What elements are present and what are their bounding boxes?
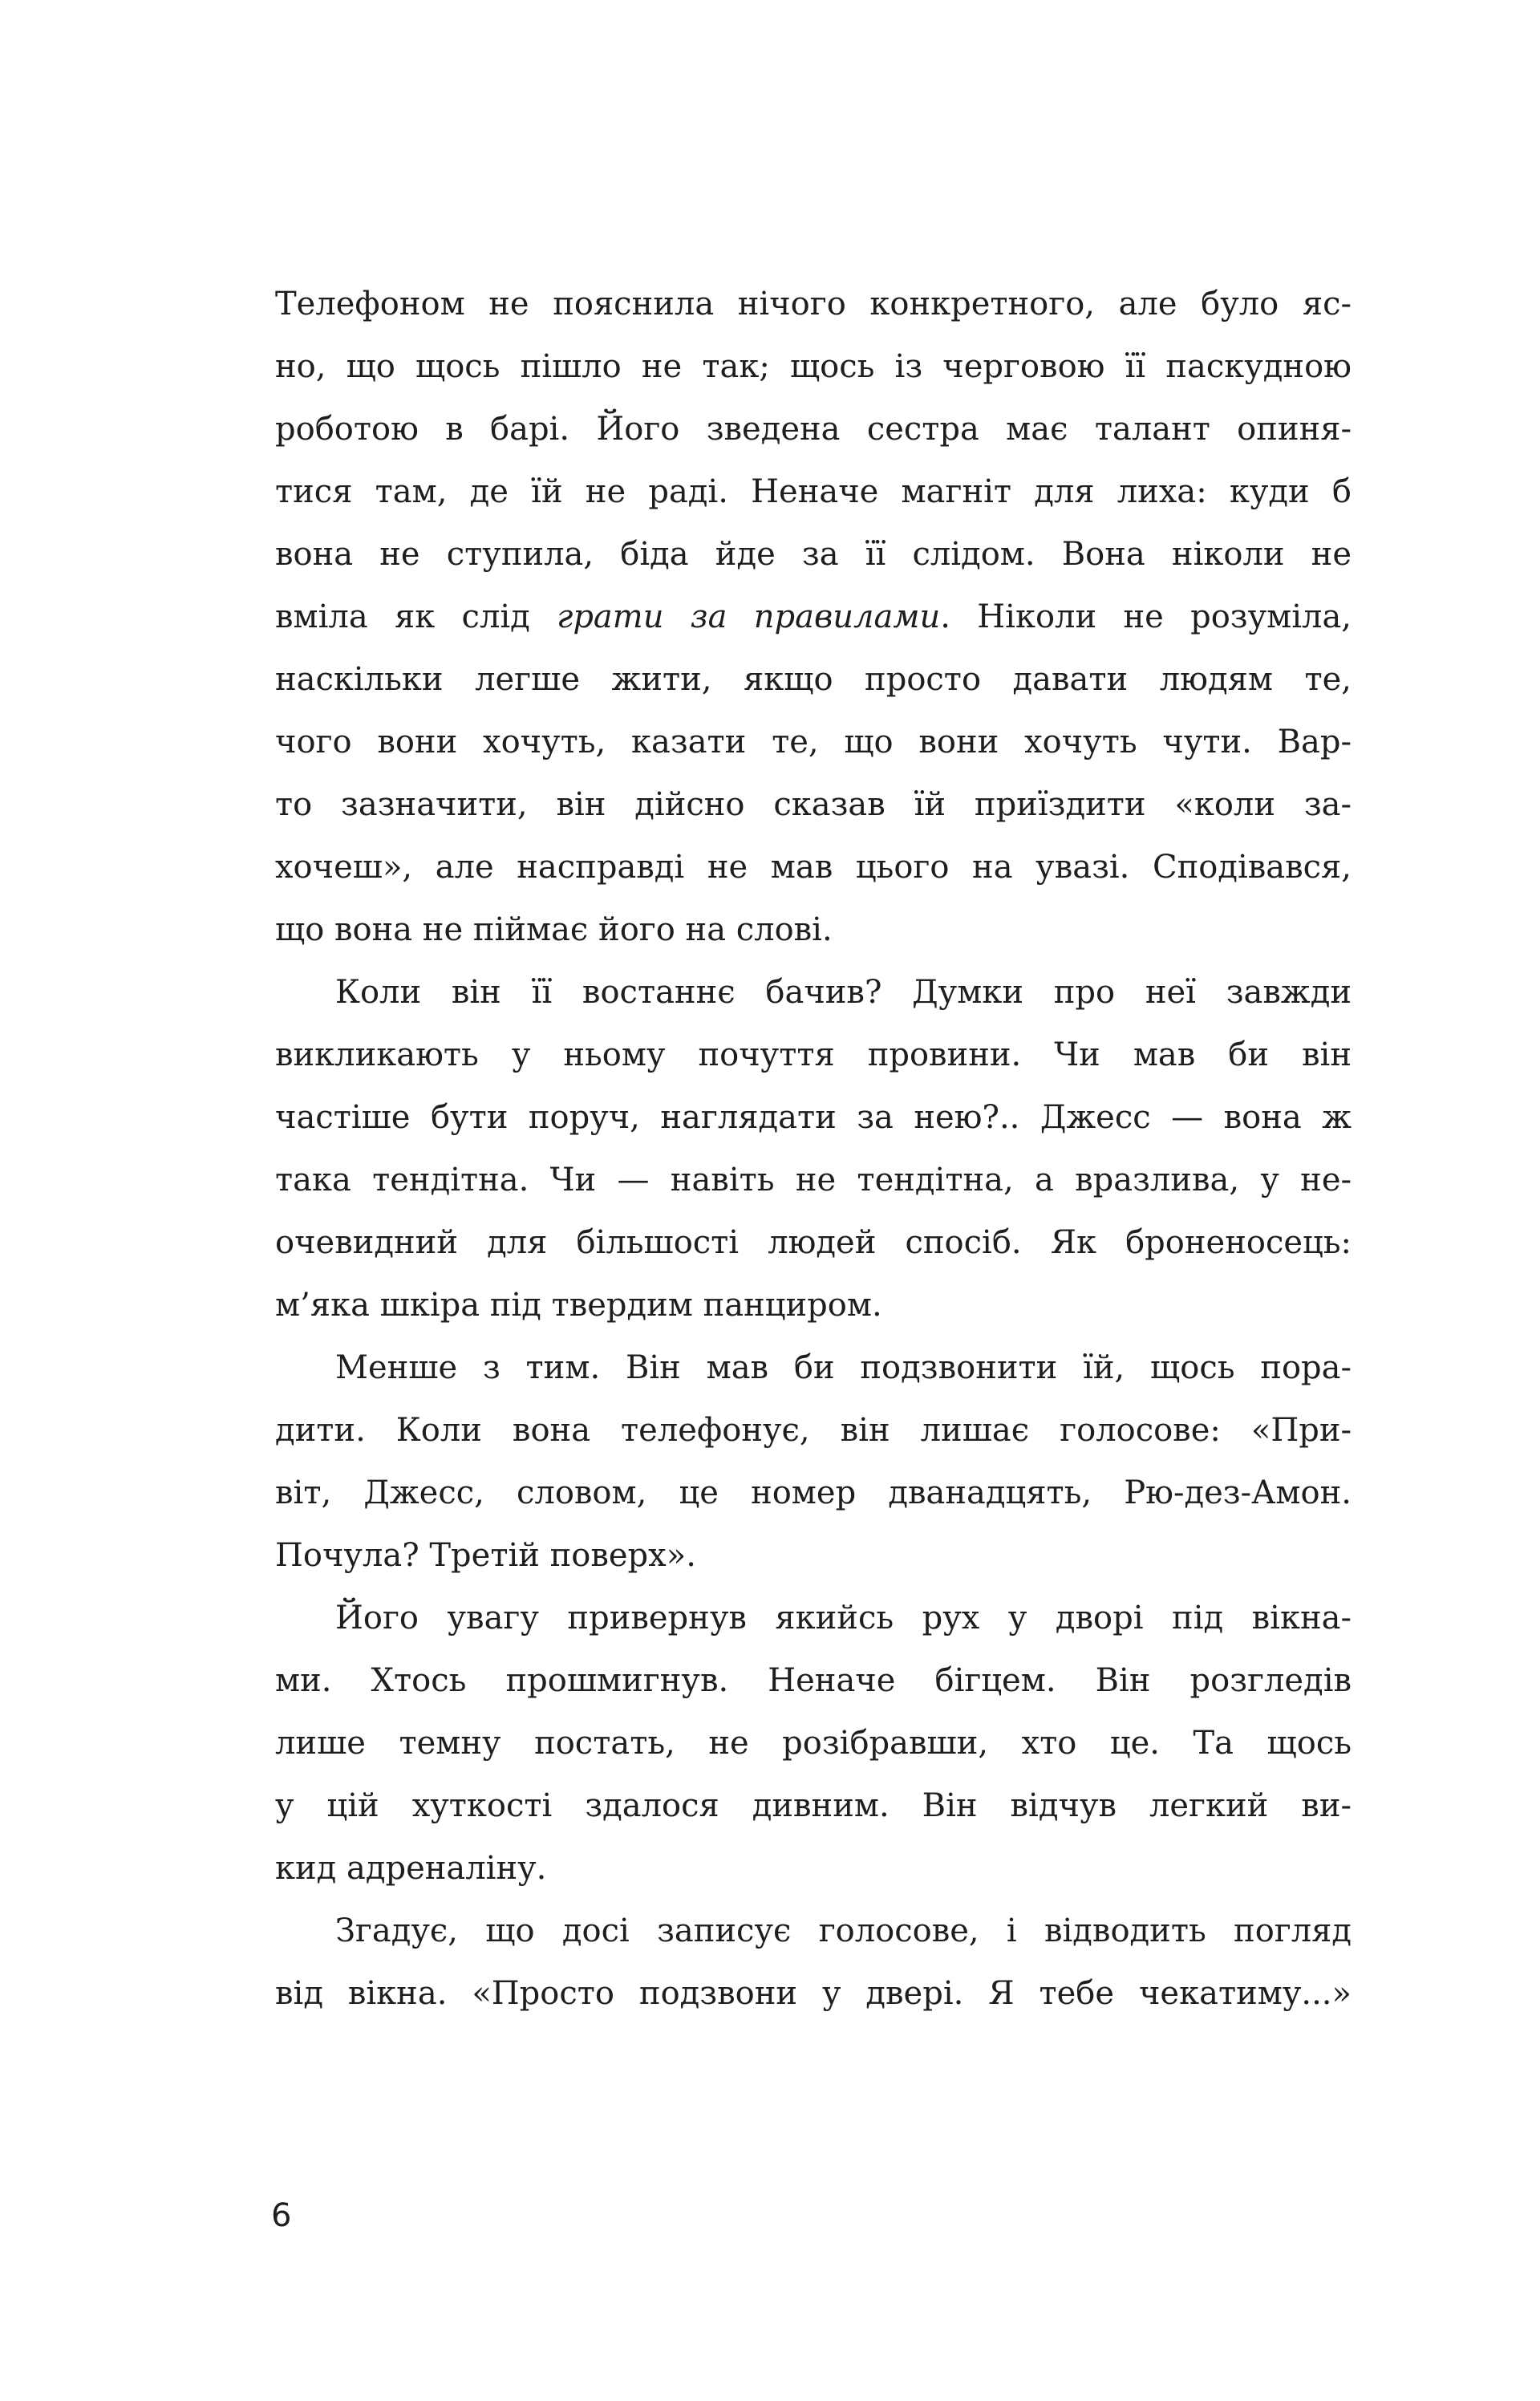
text-line: Його увагу привернув якийсь рух у дворі під вікна- xyxy=(335,1600,1352,1636)
text-line: ми. Хтось прошмигнув. Неначе бігцем. Він розгледів xyxy=(275,1662,1352,1699)
body-text xyxy=(275,273,1352,2025)
text-line: то зазначити, він дійсно сказав їй приїздити «коли за- xyxy=(275,786,1352,823)
text-line: Згадує, що досі записує голосове, і відводить погляд xyxy=(335,1912,1352,1949)
text-line: кид адреналіну. xyxy=(275,1850,547,1887)
text-line: така тендітна. Чи — навіть не тендітна, а вразлива, у не- xyxy=(275,1162,1352,1198)
paragraph-5 xyxy=(275,1900,1352,2025)
text-line: но, що щось пішло не так; щось із черговою її паскудною xyxy=(275,348,1352,385)
text-line: дити. Коли вона телефонує, він лишає голосове: «При- xyxy=(275,1412,1352,1449)
paragraph-1 xyxy=(275,273,1352,961)
text-line: тися там, де їй не раді. Неначе магніт для лиха: куди б xyxy=(275,473,1352,510)
text-line: Почула? Третій поверх». xyxy=(275,1537,696,1574)
text-line: наскільки легше жити, якщо просто давати людям те, xyxy=(275,661,1352,698)
text-line: роботою в барі. Його зведена сестра має талант опиня- xyxy=(275,411,1352,448)
page-number: 6 xyxy=(271,2197,292,2234)
text-line-with-italic xyxy=(275,586,1352,648)
paragraph-4 xyxy=(275,1587,1352,1900)
text-line: викликають у ньому почуття провини. Чи мав би він xyxy=(275,1036,1352,1073)
text-line: м’яка шкіра під твердим панциром. xyxy=(275,1287,882,1324)
text-line: що вона не піймає його на слові. xyxy=(275,911,833,948)
italic-phrase: грати за правилами xyxy=(557,598,941,635)
text-line: лише темну постать, не розібравши, хто це. Та щось xyxy=(275,1725,1352,1762)
text-line: частіше бути поруч, наглядати за нею?.. Джесс — вона ж xyxy=(275,1099,1352,1136)
text-line: віт, Джесс, словом, це номер дванадцять, Рю-дез-Амон. xyxy=(275,1474,1352,1511)
text-line: Коли він її востаннє бачив? Думки про неї завжди xyxy=(335,974,1352,1011)
paragraph-3 xyxy=(275,1336,1352,1587)
text-line: Телефоном не пояснила нічого конкретного, але було яс- xyxy=(275,286,1352,322)
text-run: . Ніколи не розуміла, xyxy=(940,598,1352,635)
paragraph-2 xyxy=(275,961,1352,1336)
text-line: Менше з тим. Він мав би подзвонити їй, щось пора- xyxy=(335,1349,1352,1386)
text-line: від вікна. «Просто подзвони у двері. Я тебе чекатиму...» xyxy=(275,1975,1352,2012)
text-line: у цій хуткості здалося дивним. Він відчув легкий ви- xyxy=(275,1787,1352,1824)
text-line: очевидний для більшості людей спосіб. Як броненосець: xyxy=(275,1224,1352,1261)
text-line: вона не ступила, біда йде за її слідом. Вона ніколи не xyxy=(275,536,1352,573)
text-run: вміла як слід xyxy=(275,598,557,635)
text-line: чого вони хочуть, казати те, що вони хочуть чути. Вар- xyxy=(275,724,1352,760)
text-line: хочеш», але насправді не мав цього на увазі. Сподівався, xyxy=(275,849,1352,886)
